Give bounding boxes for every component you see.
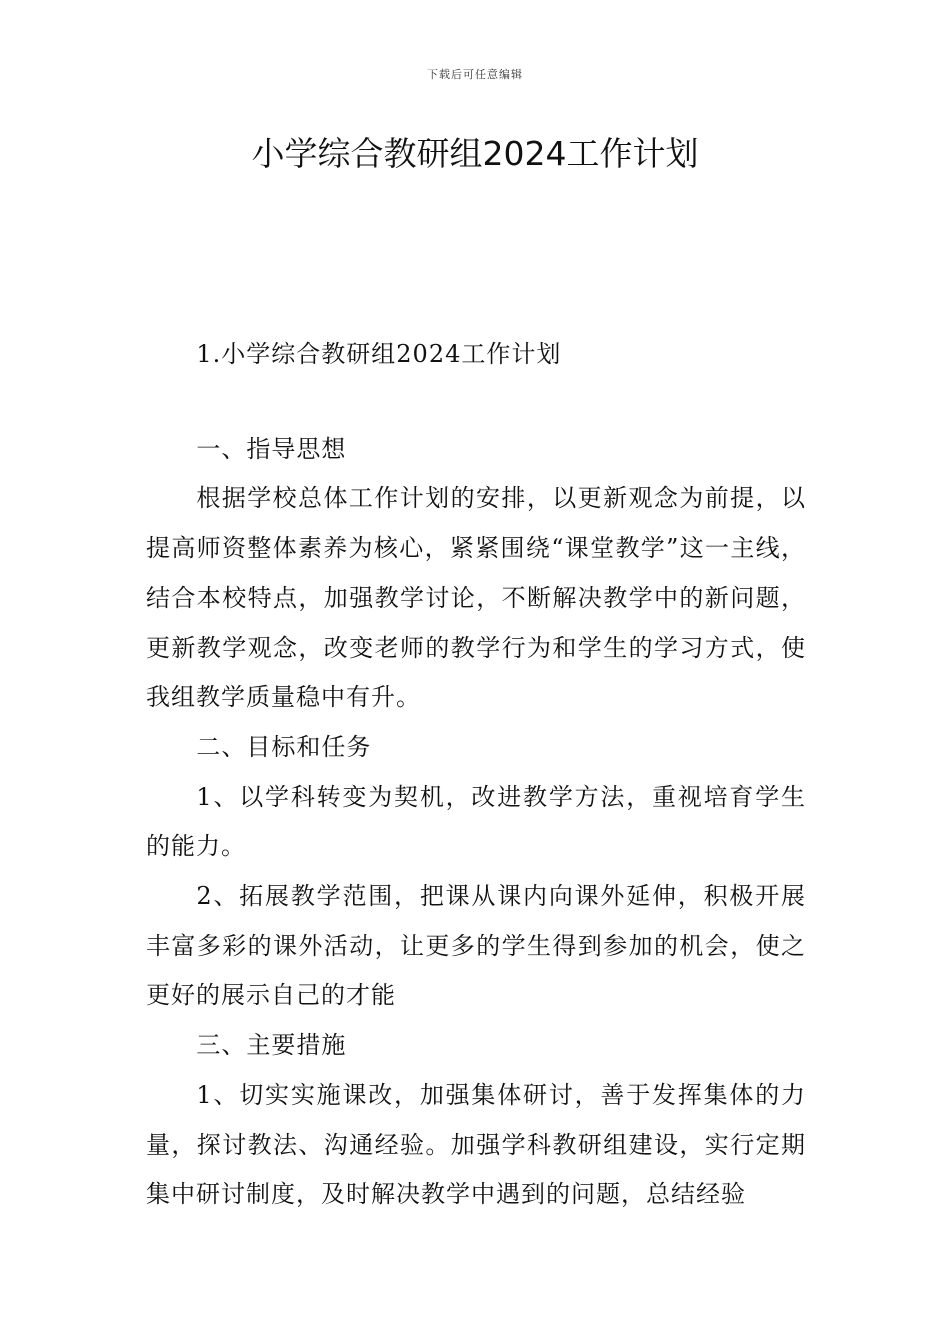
section-subtitle: 1.小学综合教研组2024工作计划: [196, 340, 562, 368]
heading-main-measures: 三、主要措施: [196, 1031, 347, 1060]
paragraph-measure-1: 1、切实实施课改，加强集体研讨，善于发挥集体的力量，探讨教法、沟通经验。加强学科教研组建设，实行定期集中研讨制度，及时解决教学中遇到的问题，总结经验: [146, 1080, 806, 1209]
paragraph-goal-2: 2、拓展教学范围，把课从课内向课外延伸，积极开展丰富多彩的课外活动，让更多的学生得到参加的机会，使之更好的展示自己的才能: [146, 882, 806, 1010]
heading-goals-tasks: 二、目标和任务: [196, 732, 372, 761]
document-body: [146, 330, 806, 1220]
header-note: 下载后可任意编辑: [427, 68, 523, 81]
paragraph-guiding-ideology: 根据学校总体工作计划的安排，以更新观念为前提，以提高师资整体素养为核心，紧紧围绕“课堂教学”这一主线，结合本校特点，加强教学讨论，不断解决教学中的新问题，更新教学观念，改变老师的教学行为和学生的学习方式，使我组教学质量稳中有升。: [146, 484, 806, 712]
heading-guiding-ideology: 一、指导思想: [196, 434, 347, 463]
document-title: 小学综合教研组2024工作计划: [251, 134, 699, 173]
paragraph-goal-1: 1、以学科转变为契机，改进教学方法，重视培育学生的能力。: [146, 782, 806, 861]
